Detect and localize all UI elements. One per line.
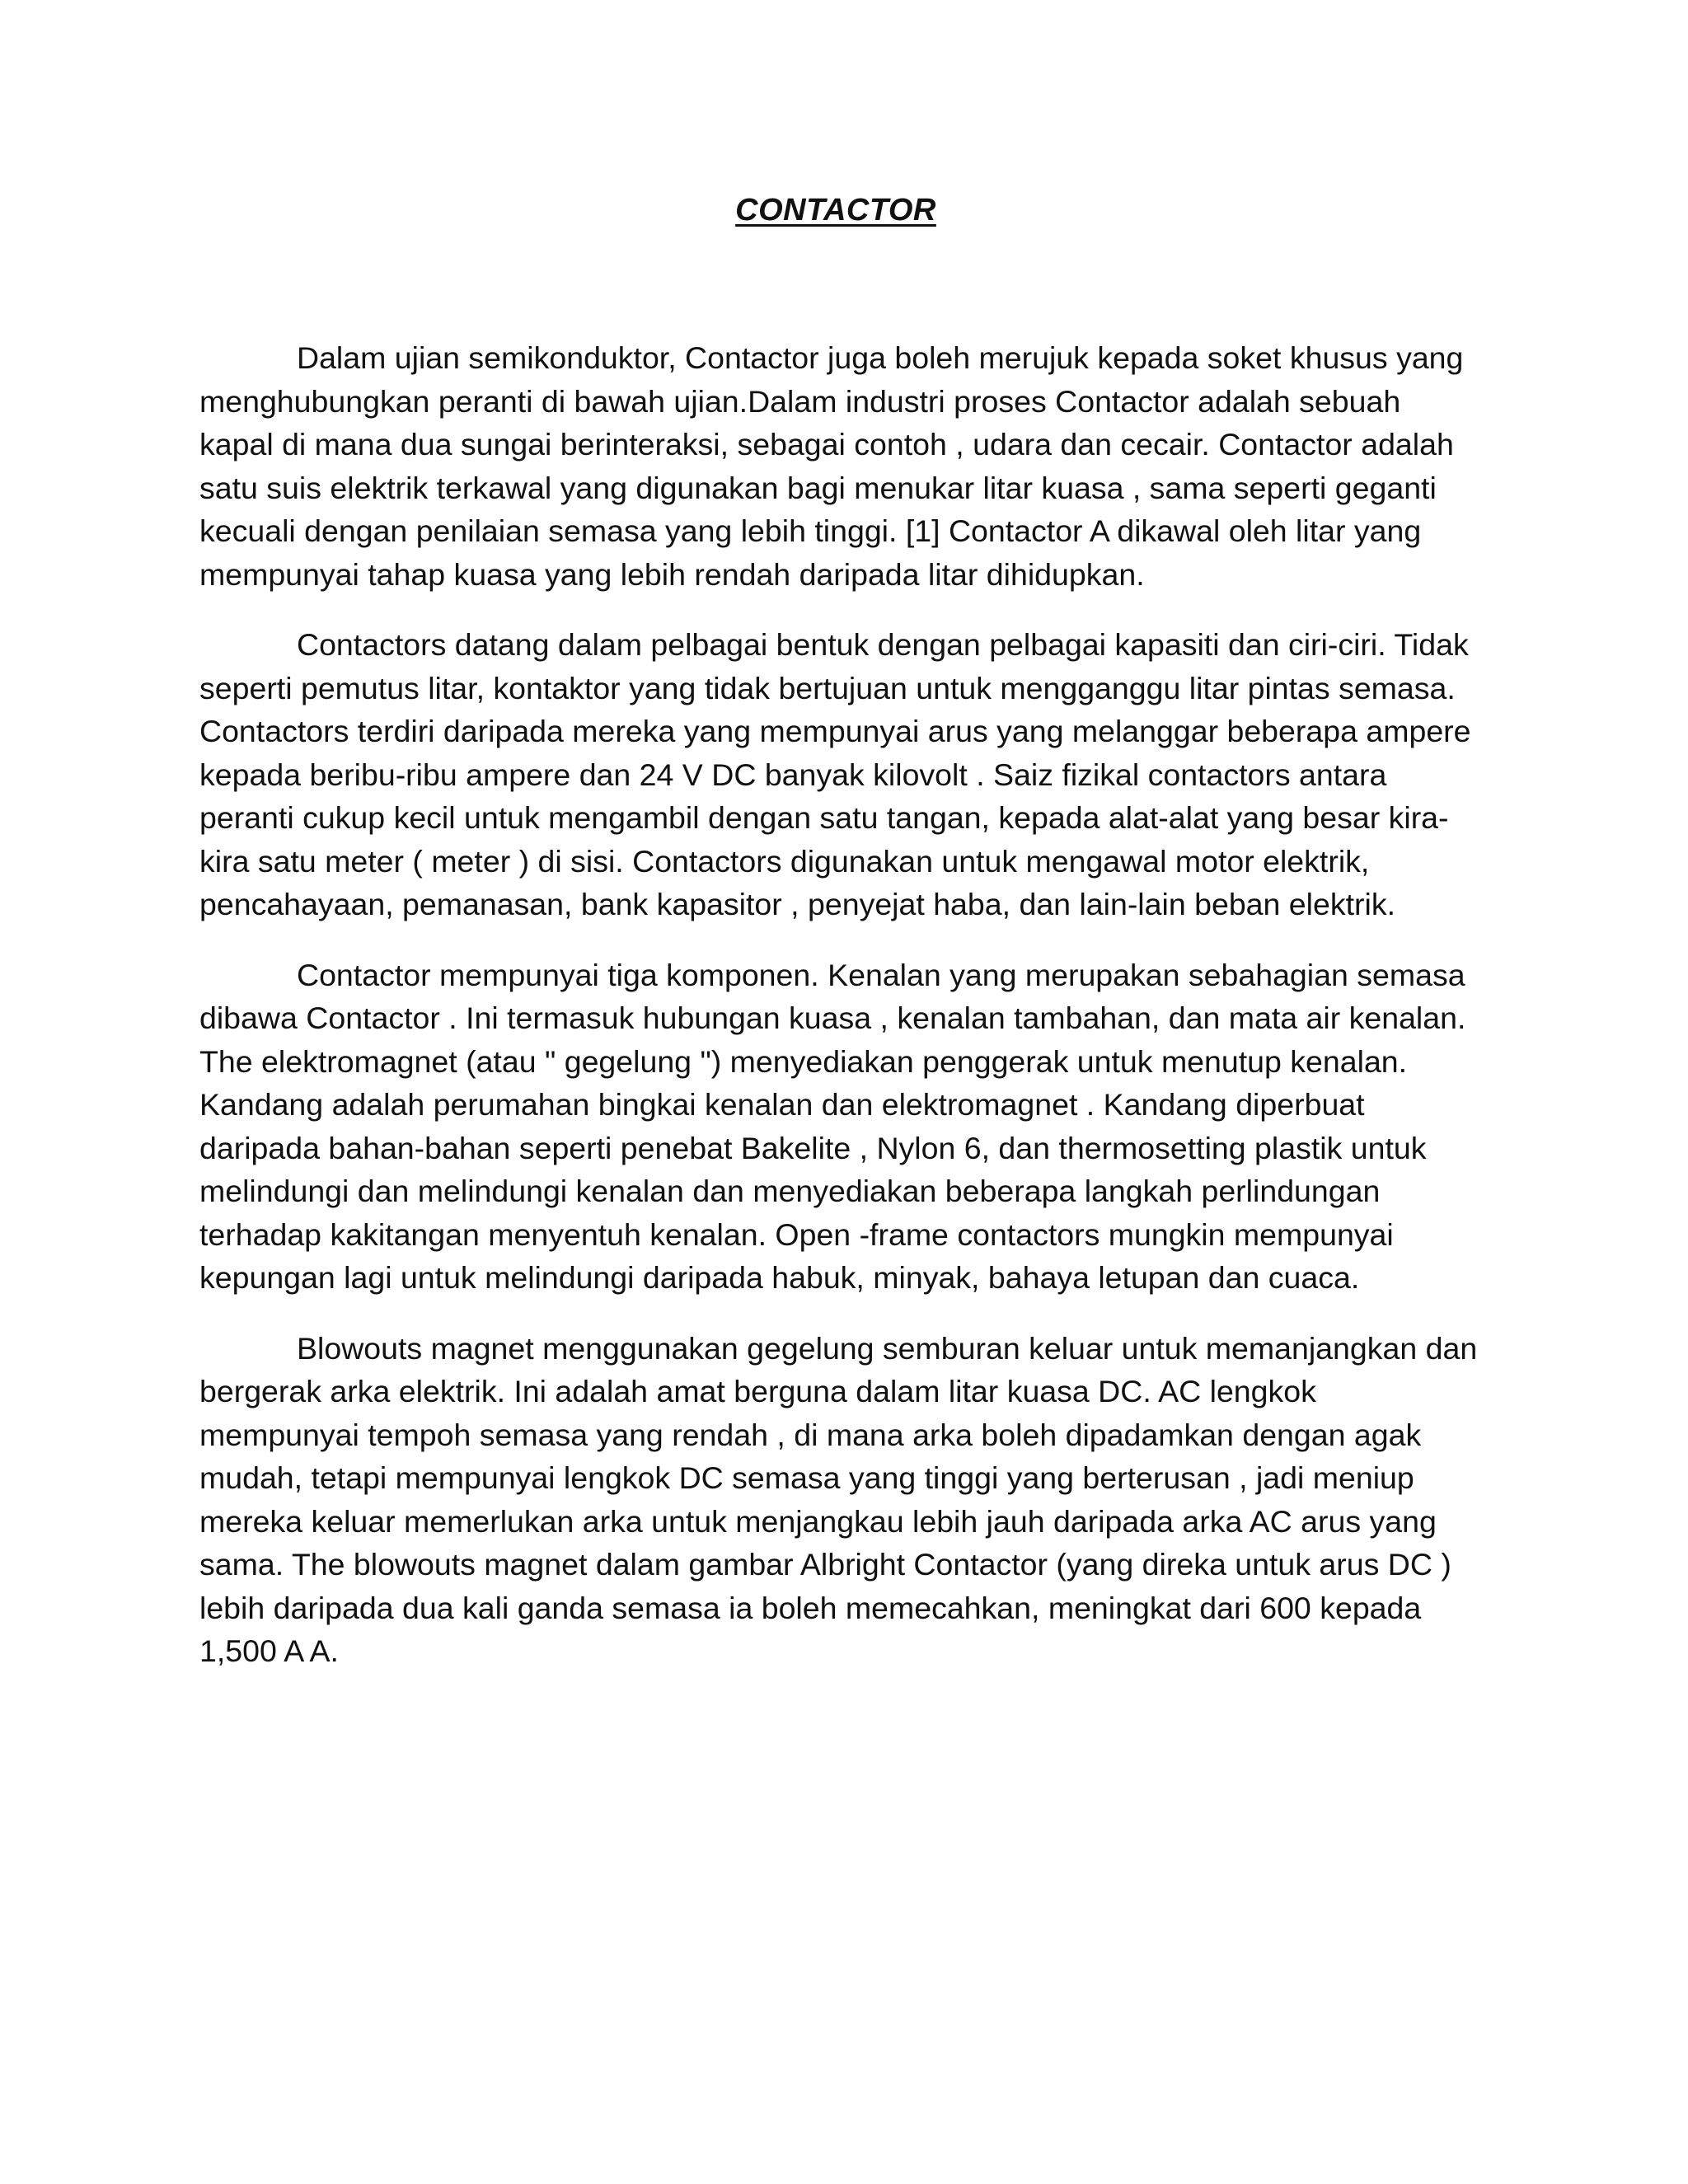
document-body bbox=[199, 336, 1482, 1700]
paragraph-3: Contactor mempunyai tiga komponen. Kenalan yang merupakan sebahagian semasa dibawa Contactor . Ini termasuk hubungan kuasa , kenalan tambahan, dan mata air kenalan. The elektromagnet (atau " gegelung ") menyediakan penggerak untuk menutup kenalan. Kandang adalah perumahan bingkai kenalan dan elektromagnet . Kandang diperbuat daripada bahan-bahan seperti penebat Bakelite , Nylon 6, dan thermosetting plastik untuk melindungi dan melindungi kenalan dan menyediakan beberapa langkah perlindungan terhadap kakitangan menyentuh kenalan. Open -frame contactors mungkin mempunyai kepungan lagi untuk melindungi daripada habuk, minyak, bahaya letupan dan cuaca. bbox=[199, 957, 1466, 1295]
paragraph-4: Blowouts magnet menggunakan gegelung semburan keluar untuk memanjangkan dan bergerak arka elektrik. Ini adalah amat berguna dalam litar kuasa DC. AC lengkok mempunyai tempoh semasa yang rendah , di mana arka boleh dipadamkan dengan agak mudah, tetapi mempunyai lengkok DC semasa yang tinggi yang berterusan , jadi meniup mereka keluar memerlukan arka untuk menjangkau lebih jauh daripada arka AC arus yang sama. The blowouts magnet dalam gambar Albright Contactor (yang direka untuk arus DC ) lebih daripada dua kali ganda semasa ia boleh memecahkan, meningkat dari 600 kepada 1,500 A A. bbox=[199, 1330, 1478, 1668]
document-title: CONTACTOR bbox=[735, 193, 936, 227]
paragraph-1: Dalam ujian semikonduktor, Contactor juga boleh merujuk kepada soket khusus yang menghubungkan peranti di bawah ujian.Dalam industri proses Contactor adalah sebuah kapal di mana dua sungai berinteraksi, sebagai contoh , udara dan cecair. Contactor adalah satu suis elektrik terkawal yang digunakan bagi menukar litar kuasa , sama seperti geganti kecuali dengan penilaian semasa yang lebih tinggi. [1] Contactor A dikawal oleh litar yang mempunyai tahap kuasa yang lebih rendah daripada litar dihidupkan. bbox=[199, 340, 1464, 592]
paragraph-2: Contactors datang dalam pelbagai bentuk dengan pelbagai kapasiti dan ciri-ciri. Tidak seperti pemutus litar, kontaktor yang tidak bertujuan untuk mengganggu litar pintas semasa. Contactors terdiri daripada mereka yang mempunyai arus yang melanggar beberapa ampere kepada beribu-ribu ampere dan 24 V DC banyak kilovolt . Saiz fizikal contactors antara peranti cukup kecil untuk mengambil dengan satu tangan, kepada alat-alat yang besar kira-kira satu meter ( meter ) di sisi. Contactors digunakan untuk mengawal motor elektrik, pencahayaan, pemanasan, bank kapasitor , penyejat haba, dan lain-lain beban elektrik. bbox=[199, 627, 1471, 921]
